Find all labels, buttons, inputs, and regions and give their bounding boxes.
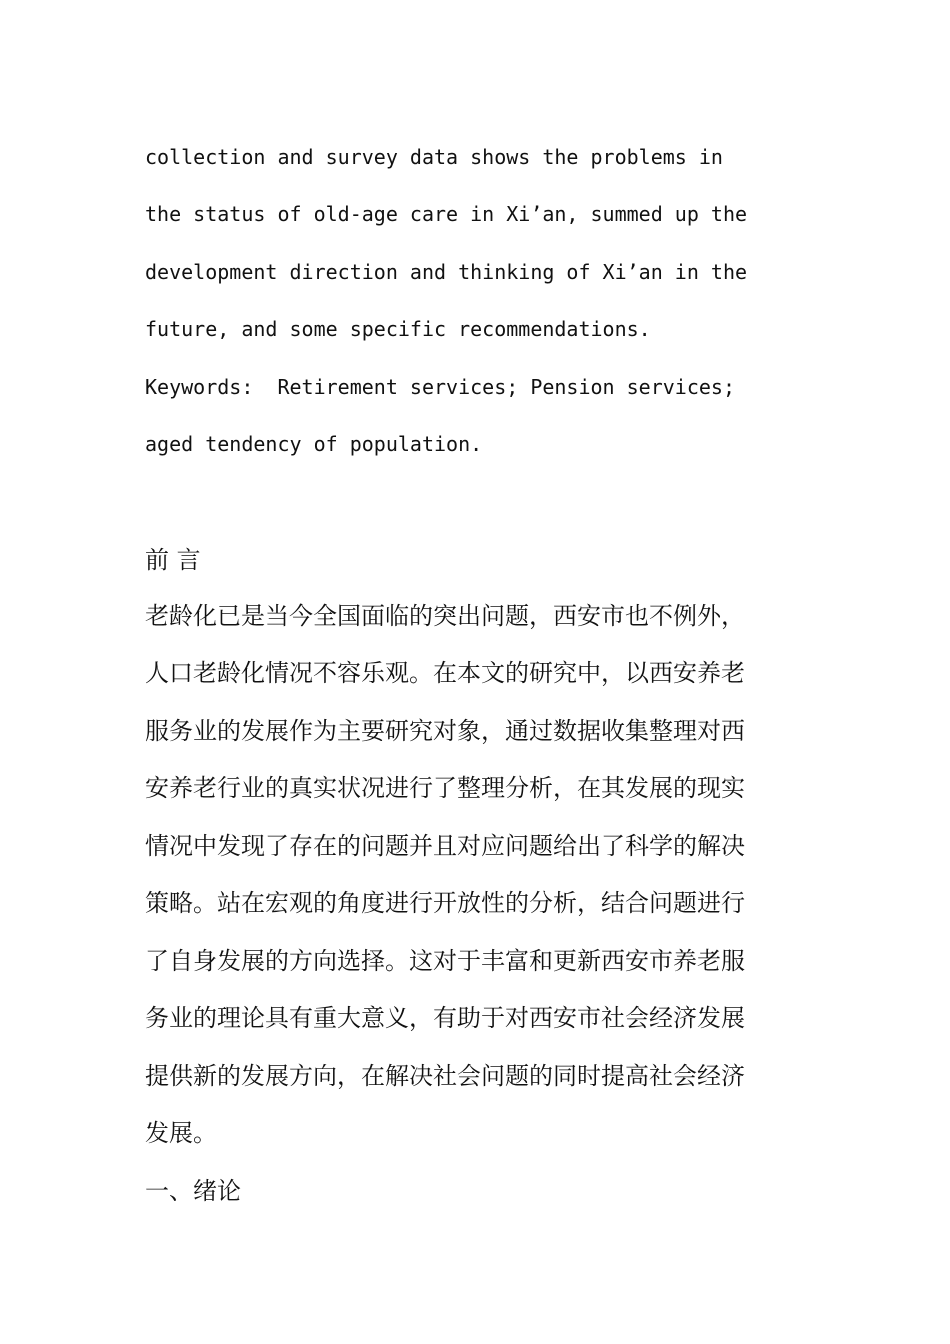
preface-heading: 前 言 xyxy=(145,546,201,574)
preface-line: 人口老龄化情况不容乐观。在本文的研究中，以西安养老 xyxy=(145,659,745,687)
preface-line: 情况中发现了存在的问题并且对应问题给出了科学的解决 xyxy=(145,832,745,860)
abstract-line: the status of old-age care in Xi’an, summed up the xyxy=(145,202,748,226)
preface-line: 服务业的发展作为主要研究对象，通过数据收集整理对西 xyxy=(145,717,745,745)
abstract-line: collection and survey data shows the problems in xyxy=(145,145,723,169)
preface-line: 提供新的发展方向，在解决社会问题的同时提高社会经济 xyxy=(145,1062,745,1090)
preface-line: 老龄化已是当今全国面临的突出问题，西安市也不例外， xyxy=(145,602,745,630)
preface-line: 了自身发展的方向选择。这对于丰富和更新西安市养老服 xyxy=(145,947,745,975)
preface-line: 务业的理论具有重大意义，有助于对西安市社会经济发展 xyxy=(145,1004,745,1032)
abstract-line: future, and some specific recommendations. xyxy=(145,317,651,341)
preface-line: 发展。 xyxy=(145,1119,217,1147)
abstract-line: development direction and thinking of Xi’an in the xyxy=(145,260,748,284)
preface-line: 策略。站在宏观的角度进行开放性的分析，结合问题进行 xyxy=(145,889,745,917)
keywords-line: aged tendency of population. xyxy=(145,432,483,456)
section-heading: 一、绪论 xyxy=(145,1177,241,1205)
preface-line: 安养老行业的真实状况进行了整理分析，在其发展的现实 xyxy=(145,774,745,802)
keywords-line: Keywords: Retirement services; Pension services; xyxy=(145,375,736,399)
